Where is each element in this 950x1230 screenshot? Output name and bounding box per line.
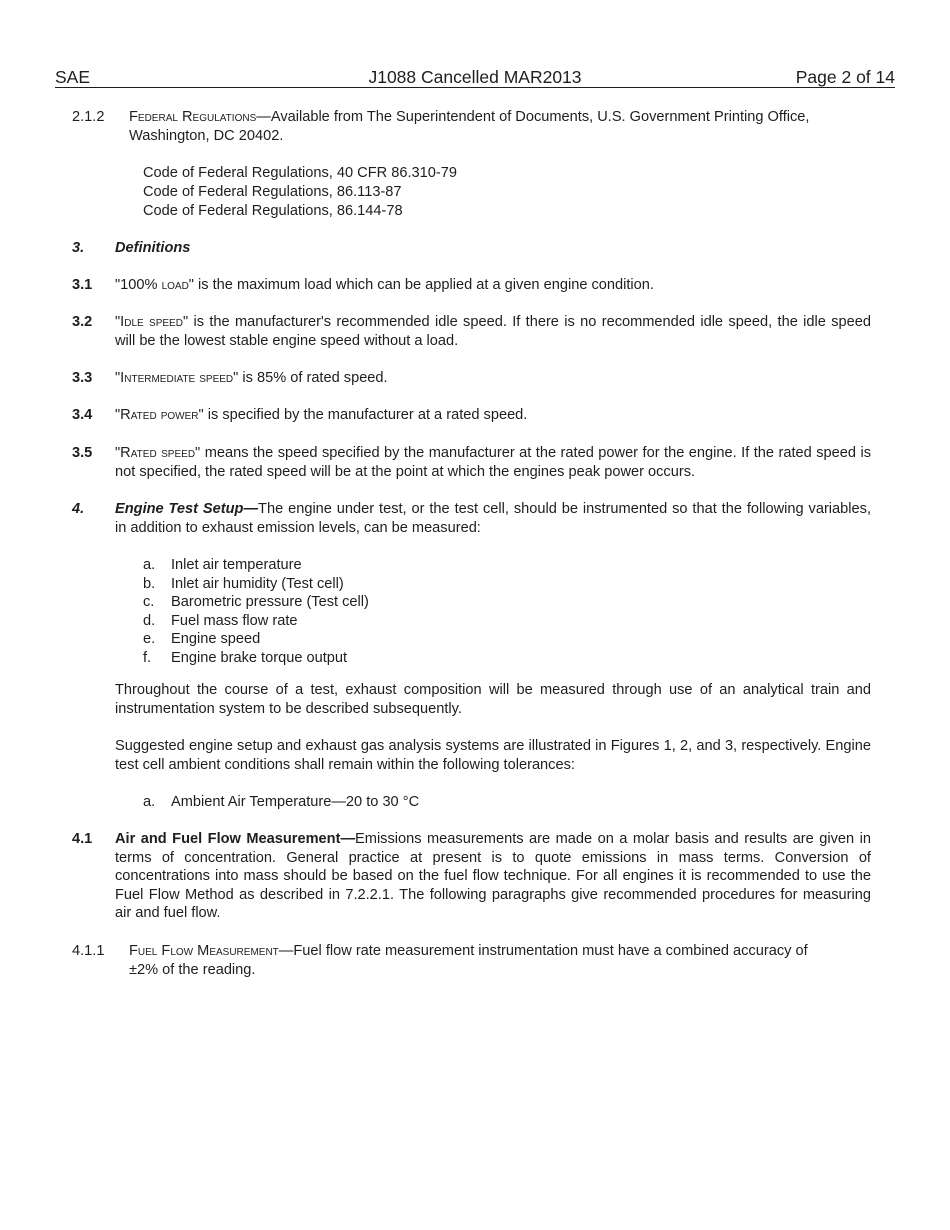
definition-quote: "100% <box>115 277 162 293</box>
list-item: Fuel mass flow rate <box>171 613 298 629</box>
header-doc-id: J1088 Cancelled MAR2013 <box>368 67 582 87</box>
section-title: Fuel Flow Measurement <box>129 943 279 959</box>
section-number: 4.1.1 <box>72 943 105 959</box>
definition-quote: "I <box>115 314 125 330</box>
section-number: 3. <box>72 240 85 256</box>
section-title: Definitions <box>115 240 191 256</box>
definition-quote: "R <box>115 407 131 423</box>
list-item: Engine speed <box>171 631 261 647</box>
definition-quote: "R <box>115 445 131 461</box>
definition-body: " is specified by the manufacturer at a rated speed. <box>198 407 528 423</box>
definition-term: load <box>161 277 189 293</box>
definition-number: 3.4 <box>72 407 93 423</box>
paragraph: Throughout the course of a test, exhaust composition will be measured through use of an analytical train and instrumentation system to be described subsequently. <box>115 682 871 717</box>
definition-body: " is the maximum load which can be applied at a given engine condition. <box>188 277 654 293</box>
definition-text <box>115 276 871 295</box>
list-item-letter: a. <box>143 557 156 573</box>
cfr-reference: Code of Federal Regulations, 86.113-87 <box>143 184 402 200</box>
definition-term: ntermediate speed <box>124 370 234 386</box>
section-body: —Available from The Superintendent of Documents, U.S. Government Printing Office, <box>256 109 810 125</box>
section-body: The engine under test, or the test cell, should be instrumented so that the following variables, in addition to exhaust emission levels, can be measured: <box>115 501 871 536</box>
definition-text <box>115 313 871 350</box>
section-number: 4.1 <box>72 831 93 847</box>
section-title: Engine Test Setup— <box>115 501 259 517</box>
definition-quote: "I <box>115 370 125 386</box>
list-item-letter: e. <box>143 631 156 647</box>
list-item-letter: c. <box>143 594 155 610</box>
definition-number: 3.5 <box>72 445 93 461</box>
list-item: Inlet air temperature <box>171 557 302 573</box>
section-text <box>115 830 871 923</box>
section-title: Air and Fuel Flow Measurement— <box>115 831 356 847</box>
definition-number: 3.1 <box>72 277 93 293</box>
definition-body: " means the speed specified by the manufacturer at the rated power for the engine. If the rated speed is not specified, the rated speed will be at the point at which the engines peak power occurs. <box>115 445 871 480</box>
header-rule <box>55 87 895 88</box>
definition-text <box>115 444 871 481</box>
definition-term: ated power <box>130 407 199 423</box>
section-body: —Fuel flow rate measurement instrumentation must have a combined accuracy of <box>278 943 808 959</box>
list-item: Inlet air humidity (Test cell) <box>171 576 344 592</box>
section-text <box>129 108 871 127</box>
definition-text <box>115 406 871 425</box>
definition-term: dle speed <box>124 314 183 330</box>
cfr-reference: Code of Federal Regulations, 86.144-78 <box>143 203 403 219</box>
list-item-letter: b. <box>143 576 156 592</box>
section-text <box>129 942 871 961</box>
definition-body: " is 85% of rated speed. <box>233 370 388 386</box>
section-body: Emissions measurements are made on a molar basis and results are given in terms of concentration. General practice at present is to quote emissions in mass terms. Conversion of concentrations into mass should be based on the fuel flow technique. For all engines it is recommended to use the Fuel Flow Method as described in 7.2.2.1. The following paragraphs give recommended procedures for measuring air and fuel flow. <box>115 831 871 922</box>
definition-text <box>115 369 871 388</box>
tolerance-item: Ambient Air Temperature—20 to 30 °C <box>171 794 420 810</box>
paragraph: Suggested engine setup and exhaust gas analysis systems are illustrated in Figures 1, 2, and 3, respectively. Engine test cell ambient conditions shall remain within the following tolerances: <box>115 738 871 773</box>
cfr-reference: Code of Federal Regulations, 40 CFR 86.310-79 <box>143 165 457 181</box>
list-item-letter: f. <box>143 650 152 666</box>
definition-term: ated speed <box>130 445 196 461</box>
list-item: Barometric pressure (Test cell) <box>171 594 369 610</box>
list-item: Engine brake torque output <box>171 650 348 666</box>
header-org: SAE <box>55 67 91 87</box>
definition-number: 3.3 <box>72 370 93 386</box>
section-title: Federal Regulations <box>129 109 257 125</box>
section-text <box>115 500 871 537</box>
definition-number: 3.2 <box>72 314 93 330</box>
list-item-letter: a. <box>143 794 156 810</box>
header-page-number: Page 2 of 14 <box>795 67 895 87</box>
section-body-line-2: ±2% of the reading. <box>129 962 256 978</box>
section-number: 2.1.2 <box>72 109 105 125</box>
section-number: 4. <box>72 501 85 517</box>
definition-body: " is the manufacturer's recommended idle speed. If there is no recommended idle speed, the idle speed will be the lowest stable engine speed without a load. <box>115 314 871 349</box>
list-item-letter: d. <box>143 613 156 629</box>
section-body-line-2: Washington, DC 20402. <box>129 128 284 144</box>
